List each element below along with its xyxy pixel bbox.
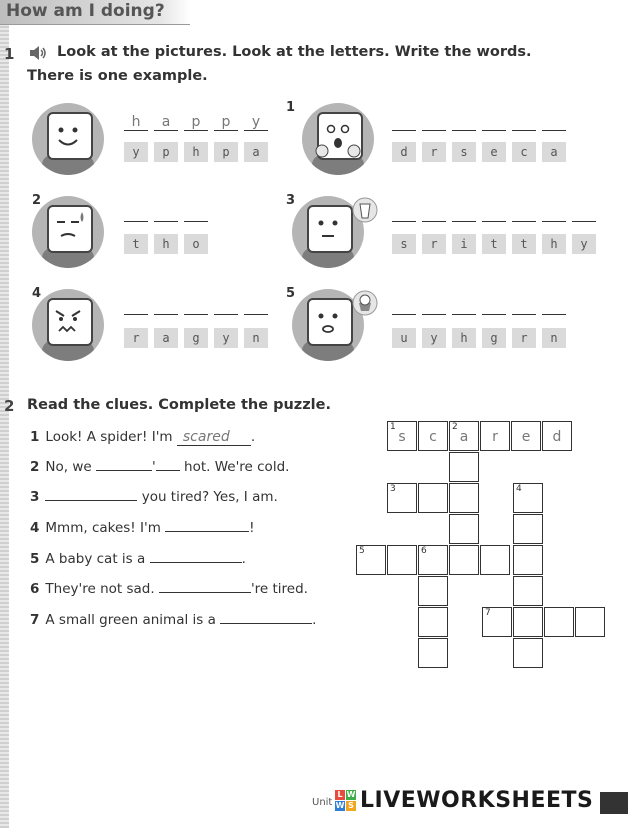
answer-blank[interactable]: [184, 296, 208, 315]
crossword-cell[interactable]: [513, 638, 543, 668]
letter-tile: c: [512, 142, 536, 162]
crossword-cell[interactable]: 5: [356, 545, 386, 575]
letter-tile: h: [542, 234, 566, 254]
letter-tile: p: [214, 142, 238, 162]
answer-blank[interactable]: [512, 203, 536, 222]
letter-tile: i: [452, 234, 476, 254]
answer-blank[interactable]: [482, 112, 506, 131]
letter-tile: r: [512, 328, 536, 348]
answer-letter: p: [191, 114, 201, 130]
answer-blank[interactable]: [244, 296, 268, 315]
footer-unit-text: Unit: [312, 797, 333, 808]
crossword-cell[interactable]: [513, 607, 543, 637]
clue-7-blank[interactable]: [220, 623, 312, 624]
answer-blank[interactable]: [512, 112, 536, 131]
letter-tile: a: [154, 328, 178, 348]
answer-blank[interactable]: [422, 203, 446, 222]
crossword-cell[interactable]: [513, 576, 543, 606]
letter-tile: t: [482, 234, 506, 254]
answer-blank[interactable]: [482, 203, 506, 222]
answer-letter: h: [131, 114, 141, 130]
letter-tile: g: [184, 328, 208, 348]
angry-face-picture: [32, 289, 104, 361]
answer-blank[interactable]: [392, 296, 416, 315]
item-2-answer-blanks[interactable]: [124, 203, 208, 222]
crossword-cell[interactable]: [387, 545, 417, 575]
letter-tile: r: [422, 234, 446, 254]
item-1-answer-blanks[interactable]: [392, 112, 566, 131]
answer-blank[interactable]: [154, 203, 178, 222]
thought-bubble-cupcake-icon: [350, 289, 380, 319]
item-1-letters: [392, 142, 566, 162]
page-number-box: [600, 792, 628, 814]
happy-face-picture: [32, 103, 104, 175]
section-1-instruction: Look at the pictures. Look at the letters. Write the words.: [57, 44, 532, 60]
thought-bubble-glass-icon: [350, 196, 380, 226]
answer-letter: y: [251, 114, 261, 130]
crossword-cell[interactable]: [449, 483, 479, 513]
crossword-cell[interactable]: d: [542, 421, 572, 451]
clue-3: 3 you tired? Yes, I am.: [30, 489, 278, 505]
item-5-letters: [392, 328, 566, 348]
letter-tile: a: [542, 142, 566, 162]
letter-tile: p: [154, 142, 178, 162]
crossword-cell[interactable]: [449, 452, 479, 482]
section-header: [0, 0, 190, 25]
answer-blank[interactable]: [572, 203, 596, 222]
letter-tile: s: [392, 234, 416, 254]
crossword-cell[interactable]: [513, 514, 543, 544]
item-3-number: 3: [286, 193, 296, 208]
crossword-cell[interactable]: [480, 545, 510, 575]
item-5-number: 5: [286, 286, 296, 301]
item-1-number: 1: [286, 100, 296, 115]
answer-blank[interactable]: [452, 112, 476, 131]
item-2-letters: [124, 234, 208, 254]
crossword-cell[interactable]: 6: [418, 545, 448, 575]
answer-letter: p: [221, 114, 231, 130]
letter-tile: r: [124, 328, 148, 348]
letter-tile: g: [482, 328, 506, 348]
letter-tile: u: [392, 328, 416, 348]
answer-blank[interactable]: [482, 296, 506, 315]
clue-5-blank[interactable]: [150, 562, 242, 563]
crossword-cell[interactable]: r: [480, 421, 510, 451]
crossword-cell[interactable]: 2 a: [449, 421, 479, 451]
letter-tile: y: [572, 234, 596, 254]
clue-2-blank-b[interactable]: [156, 470, 180, 471]
section-1-number: 1: [4, 45, 15, 63]
section-2-instruction: Read the clues. Complete the puzzle.: [27, 397, 331, 413]
answer-blank[interactable]: [542, 296, 566, 315]
answer-blank[interactable]: [452, 296, 476, 315]
letter-tile: n: [542, 328, 566, 348]
item-4-letters: [124, 328, 268, 348]
answer-blank[interactable]: [422, 112, 446, 131]
answer-blank[interactable]: [452, 203, 476, 222]
answer-blank[interactable]: [124, 203, 148, 222]
crossword-cell[interactable]: e: [511, 421, 541, 451]
item-4-number: 4: [32, 286, 42, 301]
crossword-cell[interactable]: 7: [482, 607, 512, 637]
answer-blank[interactable]: [542, 112, 566, 131]
answer-blank[interactable]: [542, 203, 566, 222]
crossword-cell[interactable]: [418, 483, 448, 513]
answer-blank[interactable]: [124, 296, 148, 315]
item-3-answer-blanks[interactable]: [392, 203, 596, 222]
clue-6: 6 They're not sad. 're tired.: [30, 581, 308, 597]
answer-blank[interactable]: [184, 203, 208, 222]
crossword-cell[interactable]: [449, 545, 479, 575]
crossword-cell[interactable]: [418, 607, 448, 637]
clue-5: 5 A baby cat is a .: [30, 551, 246, 567]
letter-tile: h: [154, 234, 178, 254]
letter-tile: r: [422, 142, 446, 162]
crossword-cell[interactable]: [418, 576, 448, 606]
answer-blank[interactable]: [214, 296, 238, 315]
scared-face-picture: [302, 103, 374, 175]
item-2-number: 2: [32, 193, 42, 208]
clue-1: 1 Look! A spider! I'm scared .: [30, 429, 256, 445]
clue-2: 2 No, we ' hot. We're cold.: [30, 459, 290, 475]
item-4-answer-blanks[interactable]: [124, 296, 268, 315]
audio-speaker-icon[interactable]: [28, 45, 48, 61]
letter-tile: t: [512, 234, 536, 254]
liveworksheets-logo-text: LIVEWORKSHEETS: [360, 788, 594, 813]
letter-tile: h: [452, 328, 476, 348]
crossword-cell[interactable]: 4: [513, 483, 543, 513]
answer-blank[interactable]: [422, 296, 446, 315]
clue-1-example-answer: scared: [182, 429, 230, 445]
crossword-cell[interactable]: [544, 607, 574, 637]
crossword-cell[interactable]: [513, 545, 543, 575]
answer-blank[interactable]: [392, 203, 416, 222]
crossword-cell[interactable]: 3: [387, 483, 417, 513]
header-title: How am I doing?: [6, 1, 165, 21]
item-5-answer-blanks[interactable]: [392, 296, 566, 315]
clue-6-blank[interactable]: [159, 592, 251, 593]
example-answer-blanks: [124, 112, 268, 131]
crossword-cell[interactable]: 1 s: [387, 421, 417, 451]
letter-tile: n: [244, 328, 268, 348]
letter-tile: o: [184, 234, 208, 254]
answer-blank[interactable]: [154, 296, 178, 315]
section-1-instruction-2: There is one example.: [27, 68, 208, 84]
letter-tile: y: [124, 142, 148, 162]
clue-4-blank[interactable]: [165, 531, 249, 532]
answer-letter: a: [161, 114, 171, 130]
letter-tile: y: [422, 328, 446, 348]
crossword-cell[interactable]: [575, 607, 605, 637]
liveworksheets-logo[interactable]: [335, 788, 593, 813]
hot-face-picture: [32, 196, 104, 268]
letter-tile: h: [184, 142, 208, 162]
letter-tile: d: [392, 142, 416, 162]
letter-tile: a: [244, 142, 268, 162]
clue-2-blank-a[interactable]: [96, 470, 152, 471]
clue-4: 4 Mmm, cakes! I'm !: [30, 520, 255, 536]
item-3-letters: [392, 234, 596, 254]
section-2-number: 2: [4, 397, 15, 415]
clue-3-blank[interactable]: [45, 500, 137, 501]
liveworksheets-logo-icon: L W W S: [335, 790, 356, 810]
crossword-cell[interactable]: [418, 638, 448, 668]
letter-tile: s: [452, 142, 476, 162]
example-letters: [124, 142, 268, 162]
letter-tile: y: [214, 328, 238, 348]
letter-tile: e: [482, 142, 506, 162]
answer-blank[interactable]: [392, 112, 416, 131]
crossword-cell[interactable]: [449, 514, 479, 544]
answer-blank[interactable]: [512, 296, 536, 315]
crossword-cell[interactable]: c: [418, 421, 448, 451]
letter-tile: t: [124, 234, 148, 254]
clue-7: 7 A small green animal is a .: [30, 612, 317, 628]
